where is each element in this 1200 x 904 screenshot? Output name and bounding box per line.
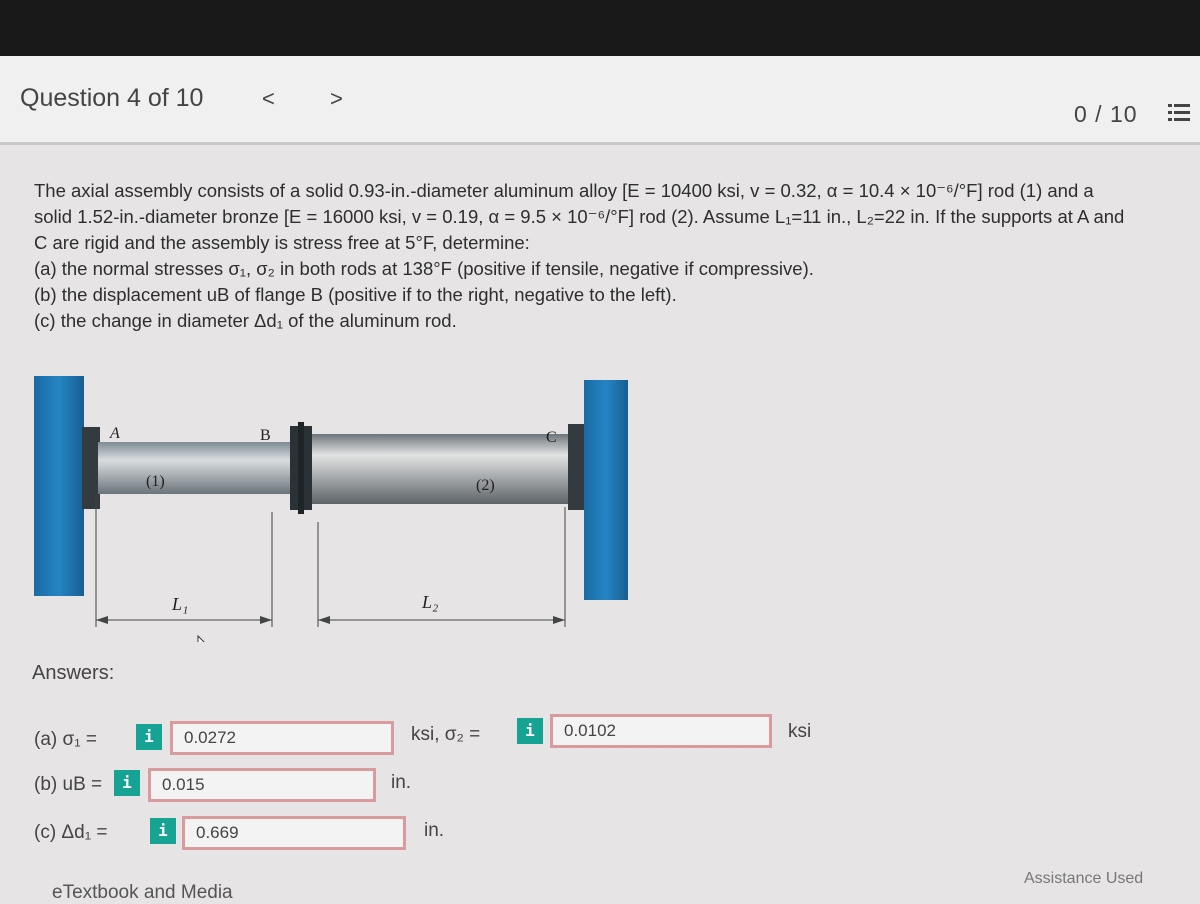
support-c-wall bbox=[584, 380, 628, 600]
displacement-input[interactable]: 0.015 bbox=[148, 768, 376, 802]
answers-heading: Answers: bbox=[32, 662, 115, 684]
problem-line: (b) the displacement uB of flange B (positive if to the right, negative to the left). bbox=[34, 284, 677, 305]
info-icon[interactable]: i bbox=[136, 724, 162, 750]
info-icon[interactable]: i bbox=[517, 718, 543, 744]
answer-c-unit: in. bbox=[424, 820, 445, 841]
problem-line: (a) the normal stresses σ₁, σ₂ in both rods at 138°F (positive if tensile, negative if compressive). bbox=[34, 258, 814, 279]
info-icon[interactable]: i bbox=[114, 770, 140, 796]
problem-line: solid 1.52-in.-diameter bronze [E = 16000 ksi, v = 0.19, α = 9.5 × 10⁻⁶/°F] rod (2). Assume L₁=11 in., L₂=22 in. If the supports at A and bbox=[34, 206, 1125, 227]
problem-statement bbox=[34, 178, 1194, 334]
support-c-flange bbox=[568, 424, 586, 510]
answer-c-label: (c) Δd₁ = bbox=[34, 822, 108, 843]
top-dark-bar bbox=[0, 0, 1200, 56]
label-b: B bbox=[260, 427, 271, 444]
next-question-button[interactable]: > bbox=[330, 86, 343, 111]
answer-b-label: (b) uB = bbox=[34, 774, 103, 795]
question-list-icon[interactable] bbox=[1168, 102, 1190, 124]
question-header bbox=[0, 56, 1200, 145]
label-c: C bbox=[546, 429, 557, 446]
answer-a-label: (a) σ₁ = bbox=[34, 729, 98, 750]
diameter-change-input[interactable]: 0.669 bbox=[182, 816, 406, 850]
support-a-flange bbox=[82, 427, 100, 509]
sigma1-input[interactable]: 0.0272 bbox=[170, 721, 394, 755]
score-display: 0 / 10 bbox=[1074, 101, 1138, 127]
rod-2 bbox=[312, 434, 572, 504]
answer-a-unit: ksi bbox=[788, 721, 812, 742]
problem-line: (c) the change in diameter Δd₁ of the aluminum rod. bbox=[34, 310, 457, 331]
problem-line: C are rigid and the assembly is stress free at 5°F, determine: bbox=[34, 232, 530, 253]
assistance-used-label: Assistance Used bbox=[1024, 870, 1144, 887]
answer-a-unit-mid: ksi, σ₂ = bbox=[411, 724, 481, 745]
label-a: A bbox=[110, 425, 120, 442]
assembly-figure bbox=[28, 372, 648, 642]
support-a-wall bbox=[34, 376, 84, 596]
mouse-cursor-icon bbox=[198, 636, 209, 642]
label-l1: L₁ bbox=[172, 594, 189, 614]
question-title: Question 4 of 10 bbox=[20, 84, 204, 112]
previous-question-button[interactable]: < bbox=[262, 86, 275, 111]
problem-line: The axial assembly consists of a solid 0.93-in.-diameter aluminum alloy [E = 10400 ksi, v = 0.32, α = 10.4 × 10⁻⁶/°F] rod (1) and a bbox=[34, 180, 1094, 201]
label-rod-2: (2) bbox=[476, 477, 495, 494]
info-icon[interactable]: i bbox=[150, 818, 176, 844]
etextbook-link[interactable]: eTextbook and Media bbox=[52, 882, 233, 903]
label-rod-1: (1) bbox=[146, 473, 165, 490]
answer-b-unit: in. bbox=[391, 772, 412, 793]
label-l2: L₂ bbox=[422, 592, 439, 612]
sigma2-input[interactable]: 0.0102 bbox=[550, 714, 772, 748]
rod-1 bbox=[98, 442, 294, 494]
